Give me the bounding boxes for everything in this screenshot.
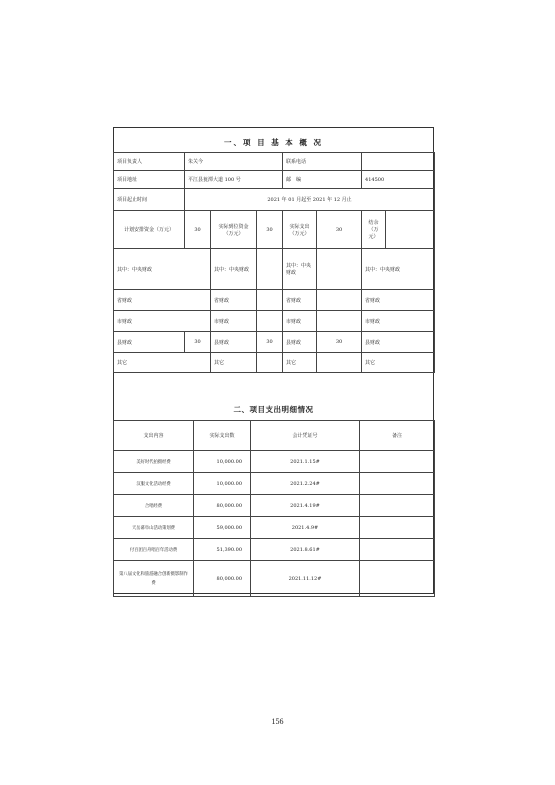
central-label-3: 其中：中央财政: [283, 249, 317, 290]
central-label-4: 其中：中央财政: [362, 249, 435, 290]
period-label: 项目起止时间: [114, 189, 185, 211]
expense-content: 美好时代拍摄经费: [114, 451, 194, 473]
col-header-note: 备注: [360, 421, 435, 451]
section1-title: 一、项 目 基 本 概 况: [223, 138, 324, 147]
section2-title: 二、项目支出明细情况: [233, 405, 314, 414]
balance-label: 结余（万元）: [362, 211, 386, 249]
phone-value: [362, 153, 435, 171]
expense-amount: 10,000.00: [194, 451, 251, 473]
expense-content: 第八届文化和旅游融合创新摄影制作费: [114, 561, 194, 597]
expense-note: [360, 451, 435, 473]
expense-amount: 51,390.00: [194, 539, 251, 561]
county-value-3: 30: [317, 332, 362, 353]
actual-spent-label: 实际支出（万元）: [283, 211, 317, 249]
other-label-4: 其它: [362, 353, 435, 373]
prov-label-4: 省财政: [362, 290, 435, 311]
expense-voucher: 2021.2.24#: [251, 473, 360, 495]
central-value-3: [317, 249, 362, 290]
expense-content: 付百团百舟唱百年活动费: [114, 539, 194, 561]
expense-amount: 59,000.00: [194, 517, 251, 539]
info-row-county: [114, 332, 435, 353]
actual-spent-value: 30: [317, 211, 362, 249]
other-label: 其它: [114, 353, 211, 373]
city-value-2: [257, 311, 283, 332]
city-label-3: 市财政: [283, 311, 317, 332]
county-label-2: 县财政: [211, 332, 257, 353]
expense-note: [360, 473, 435, 495]
info-row-province: [114, 290, 435, 311]
expense-header-row: [114, 421, 435, 451]
other-value-2: [257, 353, 283, 373]
balance-value: [386, 211, 435, 249]
col-header-voucher: 会计凭证号: [251, 421, 360, 451]
other-label-2: 其它: [211, 353, 257, 373]
leader-value: 朱关今: [185, 153, 283, 171]
county-value-2: 30: [257, 332, 283, 353]
expense-voucher: 2021.4.19#: [251, 495, 360, 517]
table-row: [114, 451, 435, 473]
col-header-content: 支出内容: [114, 421, 194, 451]
planned-funds-label: 计划安排资金（万元）: [114, 211, 185, 249]
county-label: 县财政: [114, 332, 185, 353]
county-label-3: 县财政: [283, 332, 317, 353]
info-row-leader: [114, 153, 435, 171]
prov-label-3: 省财政: [283, 290, 317, 311]
info-row-period: [114, 189, 435, 211]
project-form: [113, 127, 434, 594]
table-row: [114, 473, 435, 495]
other-label-3: 其它: [283, 353, 317, 373]
city-label-2: 市财政: [211, 311, 257, 332]
info-row-city: [114, 311, 435, 332]
county-label-4: 县财政: [362, 332, 435, 353]
period-value: 2021 年 01 月起至 2021 年 12 月止: [185, 189, 435, 211]
postcode-label: 邮 编: [283, 171, 362, 189]
expense-content: 天岳幕阜山活动策划费: [114, 517, 194, 539]
col-header-amount: 实际支出数: [194, 421, 251, 451]
table-row: [114, 561, 435, 597]
city-value-3: [317, 311, 362, 332]
city-label-4: 市财政: [362, 311, 435, 332]
expense-voucher: 2021.1.15#: [251, 451, 360, 473]
central-value-2: [257, 249, 283, 290]
central-label-2: 其中：中央财政: [211, 249, 257, 290]
info-row-funds: [114, 211, 435, 249]
leader-label: 项目负责人: [114, 153, 185, 171]
county-value: 30: [185, 332, 211, 353]
expense-note: [360, 517, 435, 539]
page-number: 156: [271, 717, 284, 726]
prov-label: 省财政: [114, 290, 211, 311]
table-row: [114, 495, 435, 517]
info-row-central: [114, 249, 435, 290]
expense-voucher: 2021.4.9#: [251, 517, 360, 539]
info-row-address: [114, 171, 435, 189]
postcode-value: 414500: [362, 171, 435, 189]
expense-table: [113, 420, 435, 597]
info-row-other: [114, 353, 435, 373]
expense-amount: 80,000.00: [194, 561, 251, 597]
prov-value-2: [257, 290, 283, 311]
expense-note: [360, 561, 435, 597]
planned-funds-value: 30: [185, 211, 211, 249]
actual-received-value: 30: [257, 211, 283, 249]
city-label: 市财政: [114, 311, 211, 332]
other-value-3: [317, 353, 362, 373]
expense-note: [360, 539, 435, 561]
address-label: 项目地址: [114, 171, 185, 189]
prov-label-2: 省财政: [211, 290, 257, 311]
expense-amount: 10,000.00: [194, 473, 251, 495]
central-label: 其中：中央财政: [114, 249, 211, 290]
phone-label: 联系电话: [283, 153, 362, 171]
expense-amount: 80,000.00: [194, 495, 251, 517]
basic-info-table: [113, 152, 435, 373]
actual-received-label: 实际到位资金（万元）: [211, 211, 257, 249]
expense-voucher: 2021.8.61#: [251, 539, 360, 561]
expense-voucher: 2021.11.12#: [251, 561, 360, 597]
expense-note: [360, 495, 435, 517]
expense-content: 合唱经费: [114, 495, 194, 517]
table-row: [114, 517, 435, 539]
table-row: [114, 539, 435, 561]
prov-value-3: [317, 290, 362, 311]
address-value: 平江县瓮潭大道 100 号: [185, 171, 283, 189]
expense-content: 汉服文化活动经费: [114, 473, 194, 495]
